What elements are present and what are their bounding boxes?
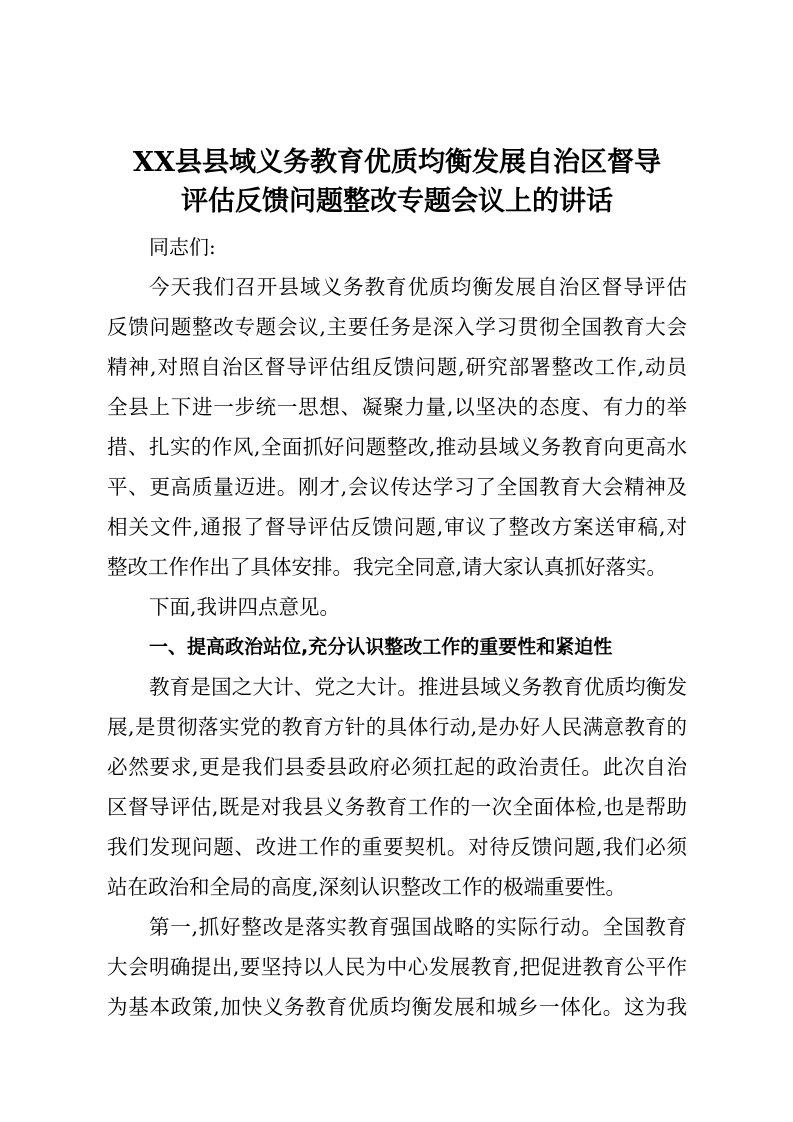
paragraph-line: 今天我们召开县域义务教育优质均衡发展自治区督导评估	[149, 275, 687, 299]
paragraph-line: 平、更高质量迈进。刚才,会议传达学习了全国教育大会精神及	[107, 475, 687, 499]
paragraph-line: 措、扎实的作风,全面抓好问题整改,推动县域义务教育向更高水	[107, 435, 687, 459]
paragraph-line: 必然要求,更是我们县委县政府必须扛起的政治责任。此次自治	[107, 755, 687, 779]
document-title	[107, 143, 687, 221]
paragraph-line: 教育是国之大计、党之大计。推进县域义务教育优质均衡发	[149, 675, 687, 699]
paragraph-first-point	[107, 907, 687, 1027]
paragraph-line: 整改工作作出了具体安排。我完全同意,请大家认真抓好落实。	[107, 555, 668, 579]
paragraph-line: 精神,对照自治区督导评估组反馈问题,研究部署整改工作,动员	[107, 355, 687, 379]
paragraph-line: 站在政治和全局的高度,深刻认识整改工作的极端重要性。	[107, 875, 627, 899]
paragraph-section1	[107, 667, 687, 907]
paragraph-line: 为基本政策,加快义务教育优质均衡发展和城乡一体化。这为我	[107, 995, 687, 1019]
paragraph-line: 展,是贯彻落实党的教育方针的具体行动,是办好人民满意教育的	[107, 715, 687, 739]
document-page	[107, 143, 687, 1027]
paragraph-line: 反馈问题整改专题会议,主要任务是深入学习贯彻全国教育大会	[107, 315, 687, 339]
paragraph-line: 我们发现问题、改进工作的重要契机。对待反馈问题,我们必须	[107, 835, 687, 859]
title-line-2: 评估反馈问题整改专题会议上的讲话	[181, 186, 613, 217]
title-line-1: XX县县域义务教育优质均衡发展自治区督导	[133, 147, 661, 178]
paragraph-line: 大会明确提出,要坚持以人民为中心发展教育,把促进教育公平作	[107, 955, 687, 979]
section-heading-1: 一、提高政治站位,充分认识整改工作的重要性和紧迫性	[149, 636, 613, 658]
paragraph-line: 区督导评估,既是对我县义务教育工作的一次全面体检,也是帮助	[107, 795, 687, 819]
paragraph-intro	[107, 267, 687, 587]
paragraph-line: 全县上下进一步统一思想、凝聚力量,以坚决的态度、有力的举	[107, 395, 687, 419]
salutation: 同志们:	[149, 235, 216, 259]
paragraph-line: 下面,我讲四点意见。	[149, 595, 341, 619]
paragraph-line: 第一,抓好整改是落实教育强国战略的实际行动。全国教育	[149, 915, 687, 939]
paragraph-outline	[107, 587, 687, 627]
paragraph-line: 相关文件,通报了督导评估反馈问题,审议了整改方案送审稿,对	[107, 515, 687, 539]
